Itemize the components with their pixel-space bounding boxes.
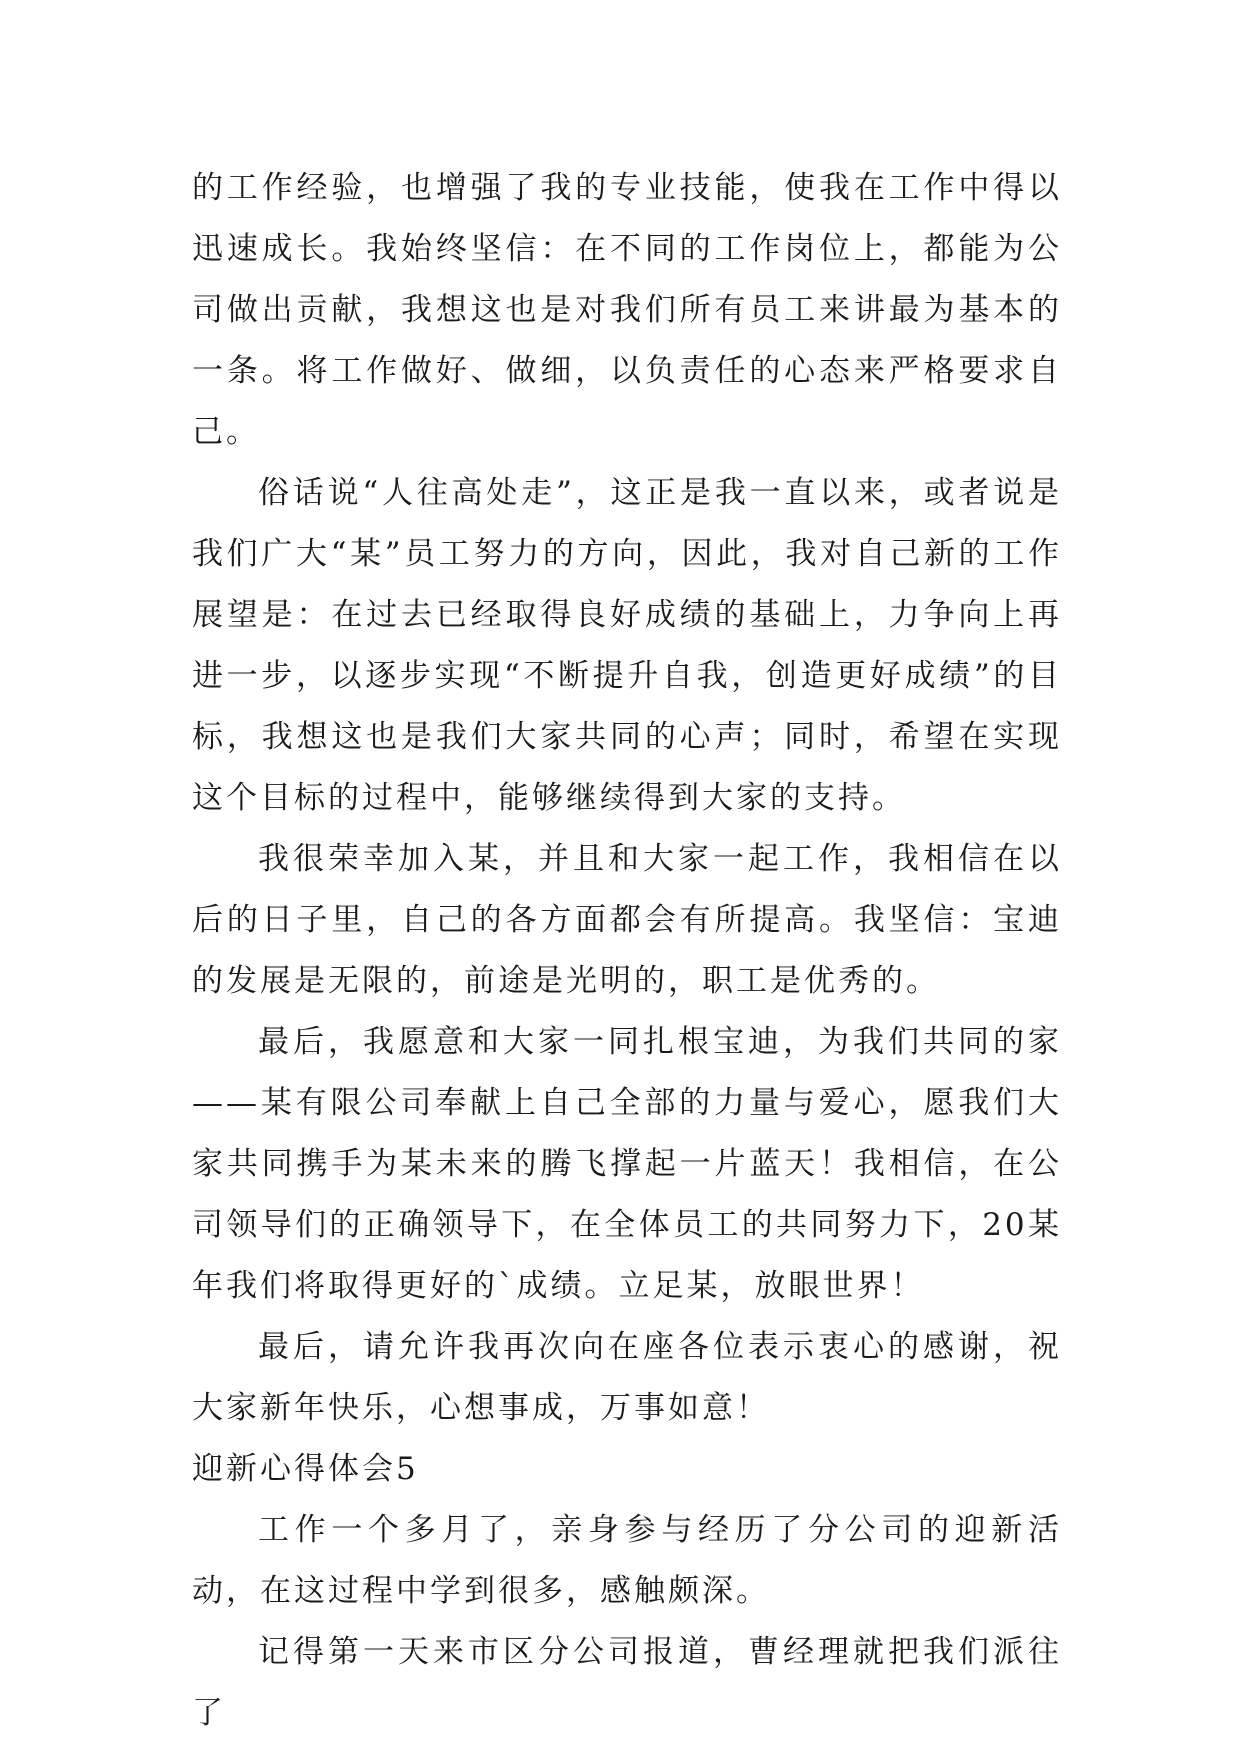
paragraph-5: 最后，请允许我再次向在座各位表示衷心的感谢，祝大家新年快乐，心想事成，万事如意！ [192,1329,1062,1426]
paragraph-2: 俗话说“人往高处走”，这正是我一直以来，或者说是我们广大“某”员工努力的方向，因此，我对自己新的工作展望是：在过去已经取得良好成绩的基础上，力争向上再进一步，以逐步实现“不断提升自我，创造更好成绩”的目标，我想这也是我们大家共同的心声；同时，希望在实现这个目标的过程中，能够继续得到大家的支持。 [192,475,1062,816]
document-body [192,158,1062,1744]
section-paragraph-2: 记得第一天来市区分公司报道，曹经理就把我们派往了 [192,1634,1062,1731]
paragraph-1: 的工作经验，也增强了我的专业技能，使我在工作中得以迅速成长。我始终坚信：在不同的工作岗位上，都能为公司做出贡献，我想这也是对我们所有员工来讲最为基本的一条。将工作做好、做细，以负责任的心态来严格要求自己。 [192,170,1062,450]
section-paragraph-1: 工作一个多月了，亲身参与经历了分公司的迎新活动，在这过程中学到很多，感触颇深。 [192,1512,1062,1609]
paragraph-4: 最后，我愿意和大家一同扎根宝迪，为我们共同的家——某有限公司奉献上自己全部的力量与爱心，愿我们大家共同携手为某未来的腾飞撑起一片蓝天！我相信，在公司领导们的正确领导下，在全体员工的共同努力下，20某年我们将取得更好的`成绩。立足某，放眼世界！ [192,1024,1062,1304]
paragraph-3: 我很荣幸加入某，并且和大家一起工作，我相信在以后的日子里，自己的各方面都会有所提高。我坚信：宝迪的发展是无限的，前途是光明的，职工是优秀的。 [192,841,1062,999]
section-heading: 迎新心得体会5 [192,1451,419,1487]
